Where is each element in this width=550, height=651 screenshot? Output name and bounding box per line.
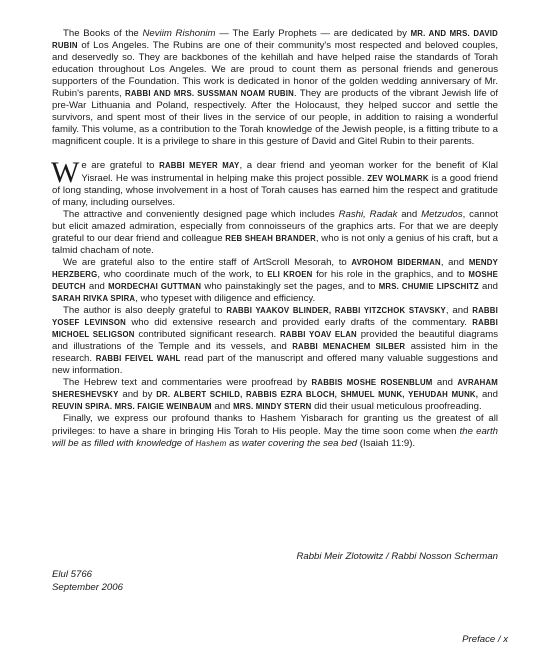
gregorian-date: September 2006 xyxy=(52,581,123,593)
paragraph-page-design: The attractive and conveniently designed page which includes Rashi, Radak and Metzudos, cannot but elicit amazed admiration, especially from connoisseurs of the graphics arts. For that we are deeply grateful to our dear friend and colleague REB SHEAH BRANDER, who is not only a genius of his craft, but a talmid chacham of note. xyxy=(52,208,498,256)
name-small-caps: RABBI MEYER MAY xyxy=(159,161,240,171)
name-small-caps: MR. AND MRS. DAVID RUBIN xyxy=(52,29,498,51)
authors-signature: Rabbi Meir Zlotowitz / Rabbi Nosson Scherman xyxy=(296,551,498,562)
date-block xyxy=(52,569,123,594)
paragraph-research: The author is also deeply grateful to RABBI YAAKOV BLINDER, RABBI YITZCHOK STAVSKY, and RABBI YOSEF LEVINSON who did extensive research and provided early drafts of the commentary. RABBI MICHOEL SELIGSON contributed significant research. RABBI YOAV ELAN provided the beautiful diagrams and illustrations of the Temple and its vessels, and RABBI MENACHEM SILBER assisted him in the research. RABBI FEIVEL WAHL read part of the manuscript and offered many valuable suggestions and new information. xyxy=(52,305,498,377)
paragraph-gap xyxy=(52,148,498,160)
paragraph-gratitude: We are grateful to RABBI MEYER MAY, a dear friend and yeoman worker for the benefit of Klal Yisrael. He was instrumental in helping make this project possible. ZEV WOLMARK is a good friend of long standing, whose involvement in a host of Torah causes has earned him the respect and gratitude of many, including ourselves. xyxy=(51,156,499,208)
hebrew-date: Elul 5766 xyxy=(52,569,93,580)
paragraph-staff: We are grateful also to the entire staff of ArtScroll Mesorah, to AVROHOM BIDERMAN, and MENDY HERZBERG, who coordinate much of the work, to ELI KROEN for his role in the graphics, and to MOSHE DEUTCH and MORDECHAI GUTTMAN who painstakingly set the pages, and to MRS. CHUMIE LIPSCHITZ and SARAH RIVKA SPIRA, who typeset with diligence and efficiency. xyxy=(52,256,498,304)
paragraph-proofreading: The Hebrew text and commentaries were proofread by RABBIS MOSHE ROSENBLUM and AVRAHAM SHERESHEVSKY and by DR. ALBERT SCHILD, RABBIS EZRA BLOCH, SHMUEL MUNK, YEHUDAH MUNK, and REUVIN SPIRA. MRS. FAIGIE WEINBAUM and MRS. MINDY STERN did their usual meticulous proofreading. xyxy=(52,377,498,413)
name-small-caps: RABBI AND MRS. SUSSMAN NOAM RUBIN xyxy=(125,89,294,99)
drop-cap: W xyxy=(51,156,80,190)
preface-body xyxy=(52,28,498,450)
page-footer: Preface / x xyxy=(462,634,508,645)
paragraph-closing: Finally, we express our profound thanks to Hashem Yisbarach for granting us the greatest of all privileges: to have a share in bringing His Torah to His people. May the time soon come when the earth will be as filled with knowledge of Hashem as water covering the sea bed (Isaiah 11:9). xyxy=(52,413,498,449)
paragraph-dedication: The Books of the Neviim Rishonim — The Early Prophets — are dedicated by MR. AND MRS. DAVID RUBIN of Los Angeles. The Rubins are one of their community's most respected and beloved couples, and deservedly so. They are backbones of the kehillah and have helped raise the standards of Torah education throughout Los Angeles. We are proud to count them as personal friends and generous supporters of the Foundation. This work is dedicated in honor of the golden wedding anniversary of Mr. Rubin's parents, RABBI AND MRS. SUSSMAN NOAM RUBIN. They are products of the vibrant Jewish life of pre-War Lithuania and Poland, respectively. After the Holocaust, they helped succor and settle the survivors, and spent most of their lives in the service of our people, in addition to raising a wonderful family. This volume, as a contribution to the Torah knowledge of the Jewish people, is a fitting tribute to a magnificent couple. It is a privilege to share in this gesture of David and Gitel Rubin to their parents. xyxy=(52,28,498,148)
name-small-caps: ZEV WOLMARK xyxy=(367,173,429,183)
name-small-caps: REB SHEAH BRANDER xyxy=(225,233,316,243)
